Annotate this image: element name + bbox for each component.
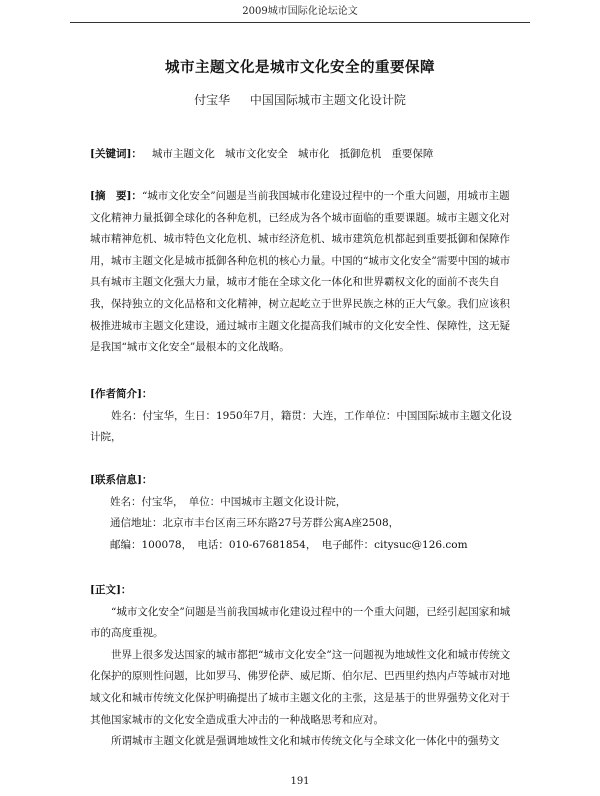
author-affiliation: 中国国际城市主题文化设计院 <box>249 93 406 107</box>
paper-title: 城市主题文化是城市文化安全的重要保障 <box>165 59 435 76</box>
contact-section <box>90 470 520 556</box>
abstract-text: “城市文化安全”问题是当前我国城市化建设过程中的一个重大问题，用城市主题文化精神力量抵御全球化的各种危机，已经成为各个城市面临的重要课题。城市主题文化对城市精神危机、城市特色文化危机、城市经济危机、城市建筑危机都起到重要抵御和保障作用，城市主题文化是城市抵御各种危机的核心力量。中国的“城市文化安全”需要中国的城市具有城市主题文化强大力量，城市才能在全球文化一体化和世界霸权文化的面前不丧失自我，保持独立的文化品格和文化精神，树立起屹立于世界民族之林的正大气象。我们应该积极推进城市主题文化建设，通过城市主题文化提高我们城市的文化安全性、保障性，这无疑是我国“城市文化安全”最根本的文化战略。 <box>90 190 511 354</box>
keyword-item: 城市化 <box>297 148 330 160</box>
body-paragraph: 所谓城市主题文化就是强调地域性文化和城市传统文化与全球文化一体化中的强势文 <box>111 735 500 748</box>
contact-label: [联系信息]： <box>90 474 153 486</box>
contact-address-line: 通信地址：北京市丰台区南三环东路27号芳群公寓A座2508， <box>110 517 400 530</box>
keyword-item: 城市文化安全 <box>224 148 288 160</box>
author-intro-label: [作者简介]： <box>90 388 153 400</box>
keyword-item: 城市主题文化 <box>151 148 215 160</box>
abstract-section <box>90 186 520 359</box>
author-intro-section <box>90 384 520 449</box>
author-intro-text: 姓名：付宝华，生日：1950年7月，籍贯：大连，工作单位：中国国际城市主题文化设计院， <box>90 409 512 444</box>
contact-name-line: 姓名：付宝华， 单位：中国城市主题文化设计院， <box>110 495 347 508</box>
author-line <box>0 91 600 108</box>
running-header: 2009城市国际化论坛论文 <box>70 4 530 23</box>
contact-phone-email-line: 邮编：100078， 电话：010-67681854， 电子邮件：citysuc@126.com <box>110 538 468 551</box>
body-section <box>90 580 520 753</box>
body-paragraph: 世界上很多发达国家的城市都把“城市文化安全”这一问题视为地域性文化和城市传统文化保护的原则性问题，比如罗马、佛罗伦萨、威尼斯、伯尔尼、巴西里约热内卢等城市对地域文化和城市传统文化保护明确提出了城市主题文化的主张，这是基于的世界强势文化对于其他国家城市的文化安全造成重大冲击的一种战略思考和应对。 <box>90 648 511 726</box>
keyword-item: 重要保障 <box>391 148 434 160</box>
body-label: [正文]： <box>90 584 132 596</box>
abstract-label: [摘 要]： <box>90 190 142 202</box>
body-paragraph: “城市文化安全”问题是当前我国城市化建设过程中的一个重大问题，已经引起国家和城市的高度重视。 <box>90 605 511 640</box>
keyword-item: 抵御危机 <box>339 148 382 160</box>
author-name: 付宝华 <box>194 93 231 107</box>
page-number: 191 <box>290 776 310 787</box>
keywords-section <box>90 144 520 166</box>
keywords-label: [关键词]： <box>90 148 142 160</box>
